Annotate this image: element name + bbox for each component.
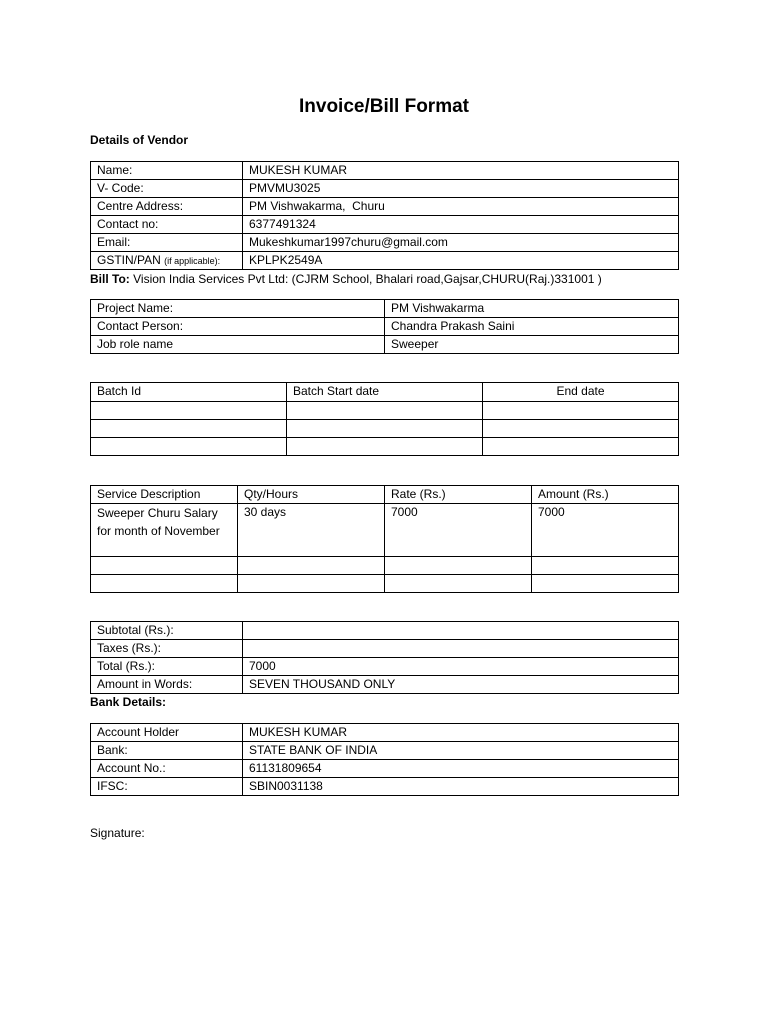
amount-header: Amount (Rs.) <box>532 486 679 504</box>
table-row <box>91 318 679 336</box>
table-row <box>91 383 679 402</box>
subtotal-label: Subtotal (Rs.): <box>91 622 243 640</box>
bank-label: Bank: <box>91 742 243 760</box>
taxes-label: Taxes (Rs.): <box>91 640 243 658</box>
vendor-heading: Details of Vendor <box>90 133 189 147</box>
batch-id-cell[interactable] <box>91 438 287 456</box>
name-label: Name: <box>91 162 243 180</box>
bank-heading: Bank Details: <box>90 695 167 709</box>
table-row <box>91 622 679 640</box>
table-row <box>91 778 679 796</box>
batch-id-cell[interactable] <box>91 402 287 420</box>
service-description-header: Service Description <box>91 486 238 504</box>
amount-words-label: Amount in Words: <box>91 676 243 694</box>
vcode-label: V- Code: <box>91 180 243 198</box>
job-role-value: Sweeper <box>385 336 679 354</box>
service-description-cell: Sweeper Churu Salary for month of November <box>91 504 238 557</box>
end-date-header: End date <box>483 383 679 402</box>
account-holder-label: Account Holder <box>91 724 243 742</box>
table-row <box>91 658 679 676</box>
gstin-value: KPLPK2549A <box>243 252 679 270</box>
email-label: Email: <box>91 234 243 252</box>
table-row <box>91 742 679 760</box>
contact-person-value: Chandra Prakash Saini <box>385 318 679 336</box>
gstin-label-cell <box>91 252 243 270</box>
contact-value: 6377491324 <box>243 216 679 234</box>
services-table <box>90 485 679 593</box>
gstin-note: (if applicable): <box>164 256 221 266</box>
bill-to-value: Vision India Services Pvt Ltd: (CJRM School, Bhalari road,Gajsar,CHURU(Raj.)331001 ) <box>133 272 602 286</box>
batch-id-header: Batch Id <box>91 383 287 402</box>
batch-table <box>90 382 679 456</box>
address-label: Centre Address: <box>91 198 243 216</box>
end-date-cell[interactable] <box>483 402 679 420</box>
empty-cell[interactable] <box>91 575 238 593</box>
table-row <box>91 216 679 234</box>
empty-cell[interactable] <box>91 557 238 575</box>
table-row <box>91 486 679 504</box>
vendor-table <box>90 161 679 270</box>
table-row <box>91 300 679 318</box>
job-role-label: Job role name <box>91 336 385 354</box>
table-row <box>91 234 679 252</box>
empty-cell[interactable] <box>385 557 532 575</box>
account-number-value: 61131809654 <box>243 760 679 778</box>
amount-cell: 7000 <box>532 504 679 557</box>
table-row <box>91 760 679 778</box>
vcode-value: PMVMU3025 <box>243 180 679 198</box>
table-row <box>91 676 679 694</box>
end-date-cell[interactable] <box>483 438 679 456</box>
qty-hours-cell: 30 days <box>238 504 385 557</box>
name-value: MUKESH KUMAR <box>243 162 679 180</box>
amount-words-value: SEVEN THOUSAND ONLY <box>243 676 679 694</box>
email-value: Mukeshkumar1997churu@gmail.com <box>243 234 679 252</box>
bill-to <box>90 271 602 287</box>
empty-cell[interactable] <box>238 575 385 593</box>
end-date-cell[interactable] <box>483 420 679 438</box>
table-row <box>91 724 679 742</box>
table-row <box>91 504 679 557</box>
page-title: Invoice/Bill Format <box>299 96 469 117</box>
empty-cell[interactable] <box>385 575 532 593</box>
subtotal-value[interactable] <box>243 622 679 640</box>
project-table <box>90 299 679 354</box>
table-row <box>91 252 679 270</box>
project-value: PM Vishwakarma <box>385 300 679 318</box>
ifsc-label: IFSC: <box>91 778 243 796</box>
table-row <box>91 575 679 593</box>
table-row <box>91 162 679 180</box>
batch-start-cell[interactable] <box>287 402 483 420</box>
rate-cell: 7000 <box>385 504 532 557</box>
table-row <box>91 336 679 354</box>
taxes-value[interactable] <box>243 640 679 658</box>
signature-label: Signature: <box>90 826 145 840</box>
empty-cell[interactable] <box>238 557 385 575</box>
bank-table <box>90 723 679 796</box>
batch-start-cell[interactable] <box>287 438 483 456</box>
contact-label: Contact no: <box>91 216 243 234</box>
project-label: Project Name: <box>91 300 385 318</box>
account-holder-value: MUKESH KUMAR <box>243 724 679 742</box>
ifsc-value: SBIN0031138 <box>243 778 679 796</box>
total-value: 7000 <box>243 658 679 676</box>
table-row <box>91 198 679 216</box>
qty-hours-header: Qty/Hours <box>238 486 385 504</box>
total-label: Total (Rs.): <box>91 658 243 676</box>
table-row <box>91 640 679 658</box>
batch-id-cell[interactable] <box>91 420 287 438</box>
table-row <box>91 180 679 198</box>
batch-start-cell[interactable] <box>287 420 483 438</box>
gstin-label: GSTIN/PAN <box>97 253 161 267</box>
batch-start-header: Batch Start date <box>287 383 483 402</box>
contact-person-label: Contact Person: <box>91 318 385 336</box>
table-row <box>91 438 679 456</box>
table-row <box>91 402 679 420</box>
address-value: PM Vishwakarma, Churu <box>243 198 679 216</box>
table-row <box>91 420 679 438</box>
bank-value: STATE BANK OF INDIA <box>243 742 679 760</box>
totals-table <box>90 621 679 694</box>
empty-cell[interactable] <box>532 575 679 593</box>
table-row <box>91 557 679 575</box>
empty-cell[interactable] <box>532 557 679 575</box>
account-number-label: Account No.: <box>91 760 243 778</box>
rate-header: Rate (Rs.) <box>385 486 532 504</box>
bill-to-label: Bill To: <box>90 272 130 286</box>
